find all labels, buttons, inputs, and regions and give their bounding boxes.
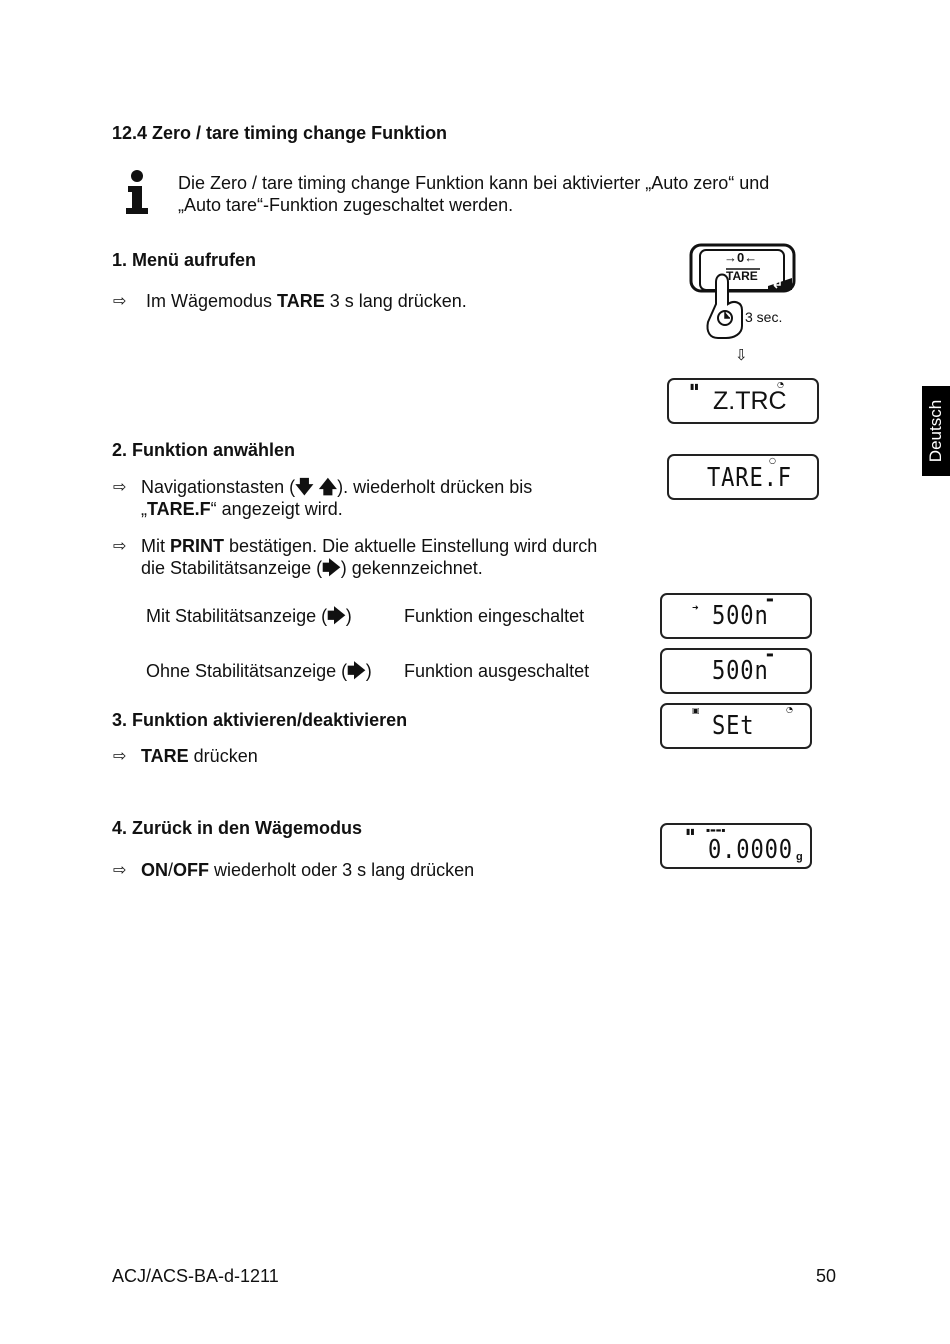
step-2-bullet-1-line-1: Navigationstasten (🡇 🡅). wiederholt drücken bis [141,477,533,497]
option-without-stability: Ohne Stabilitätsanzeige (🡆) [146,661,372,681]
info-line-1: Die Zero / tare timing change Funktion kann bei aktivierter „Auto zero“ und [178,173,770,193]
mode-indicator-icon: ▣ [692,706,700,715]
down-arrow-icon: 🡇 [295,477,314,497]
step-2-title: 2. Funktion anwählen [112,440,296,460]
hollow-arrow-icon: ⇨ [113,746,127,765]
language-tab: Deutsch [922,386,950,476]
up-arrow-icon: 🡅 [318,477,338,497]
display-soon-off: ▬ 500n [660,648,812,694]
hollow-arrow-icon: ⇨ [113,291,127,310]
step-1-title: 1. Menü aufrufen [112,250,257,270]
display-ztrc: ▮▮ ◔ Z.TRC [667,378,819,424]
option-off-label: Funktion ausgeschaltet [404,661,590,681]
step-2-bullet-2-line-2: die Stabilitätsanzeige (🡆) gekennzeichnet. [141,558,483,578]
tare-key-label: TARE [726,269,758,283]
step-3-title: 3. Funktion aktivieren/deaktivieren [112,710,408,730]
display-weight: ▮▮ ▪▬▬▪ 0.0000 g [660,823,812,869]
step-2-bullet-2-line-1: Mit PRINT bestätigen. Die aktuelle Einstellung wird durch [141,536,598,556]
stability-arrow-icon: ➜ [692,603,699,612]
footer-doc-id: ACJ/ACS-BA-d-1211 [112,1266,279,1286]
stability-mark-icon: ▮▮ [690,382,699,391]
footer-page-number: 50 [816,1266,837,1286]
tare-key-illustration [688,242,798,342]
option-on-label: Funktion eingeschaltet [404,606,585,626]
info-icon [120,168,156,216]
step-4-text: ON/OFF wiederholt oder 3 s lang drücken [141,860,475,880]
display-taref: ○ TARE.F [667,454,819,500]
indicator-dot-icon: ▬ [766,650,774,659]
right-arrow-icon: 🡆 [347,661,366,681]
zero-indicator-icon: ▪▬▬▪ [706,827,726,834]
step-2-bullet-1-line-2: „TARE.F“ angezeigt wird. [141,499,343,519]
zero-key-label: →0← [724,250,758,265]
section-title: 12.4 Zero / tare timing change Funktion [112,123,448,143]
hold-duration-label: 3 sec. [745,309,783,325]
right-arrow-icon: 🡆 [322,558,341,578]
step-3-text: TARE drücken [141,746,258,766]
info-line-2: „Auto tare“-Funktion zugeschaltet werden. [178,195,514,215]
stability-mark-icon: ▮▮ [686,827,695,836]
hollow-arrow-icon: ⇨ [113,860,127,879]
down-arrow-icon: ⇩ [735,346,748,364]
weight-unit: g [796,851,803,863]
option-with-stability: Mit Stabilitätsanzeige (🡆) [146,606,352,626]
step-4-title: 4. Zurück in den Wägemodus [112,818,363,838]
hollow-arrow-icon: ⇨ [113,477,127,496]
step-1-text: Im Wägemodus TARE 3 s lang drücken. [146,291,467,311]
display-soon-on: ➜ ▬ 500n [660,593,812,639]
right-arrow-icon: 🡆 [327,606,346,626]
auto-zero-icon: ◔ [786,705,793,714]
auto-zero-icon: ◔ [777,380,784,389]
display-set: ▣ ◔ SEt [660,703,812,749]
hollow-arrow-icon: ⇨ [113,536,127,555]
indicator-dot-icon: ▬ [766,595,774,604]
tare-indicator-icon: ○ [769,456,776,465]
